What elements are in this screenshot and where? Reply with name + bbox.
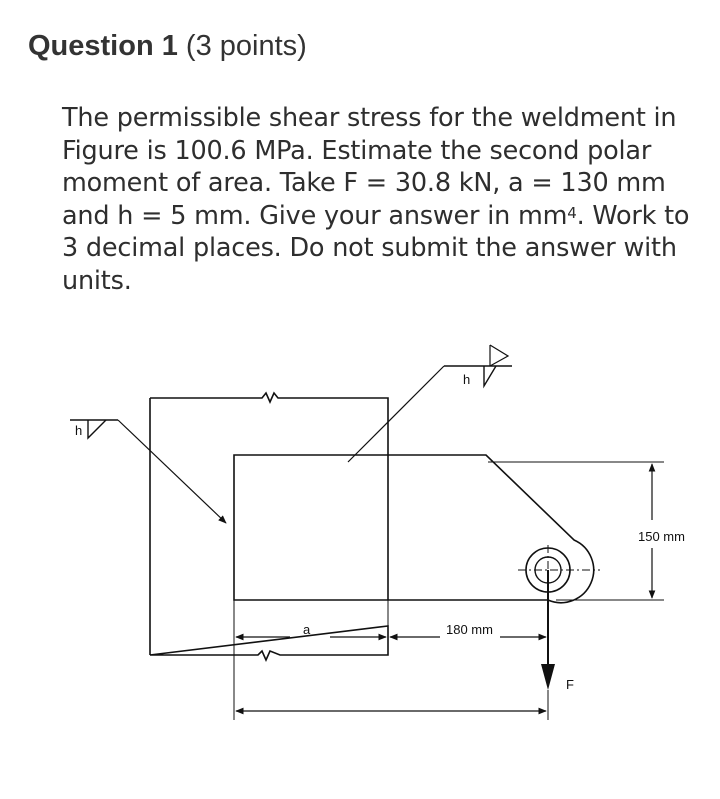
weld-top-symbol xyxy=(484,366,496,386)
force-label: F xyxy=(566,677,574,692)
question-title: Question 1 xyxy=(28,30,178,62)
question-text-main: The permissible shear stress for the weldment in Figure is 100.6 MPa. Estimate the second polar moment of area. Take F = 30.8 kN, a = 130 mm and h = 5 mm. Give your answer in mm xyxy=(62,103,677,231)
dim180-label: 180 mm xyxy=(446,622,493,637)
column-outline xyxy=(150,393,388,660)
weldment-figure xyxy=(0,330,720,799)
question-header xyxy=(28,30,307,63)
weld-left-leader xyxy=(118,420,226,523)
question-points: (3 points) xyxy=(185,30,307,62)
dim-a-label: a xyxy=(303,622,311,637)
force-arrowhead xyxy=(541,664,555,690)
question-text-superscript: 4 xyxy=(567,203,577,222)
weld-left-symbol xyxy=(88,420,106,438)
dim150-label: 150 mm xyxy=(638,529,685,544)
question-text xyxy=(62,102,712,297)
weldment-diagram xyxy=(0,330,720,799)
weld-left-h: h xyxy=(75,423,83,438)
weld-top-leader xyxy=(348,366,444,462)
weld-top-flag xyxy=(490,345,508,366)
weld-top-h: h xyxy=(463,372,471,387)
question-text-end: . Work to 3 decimal places. Do not submit the answer with units. xyxy=(62,200,690,296)
